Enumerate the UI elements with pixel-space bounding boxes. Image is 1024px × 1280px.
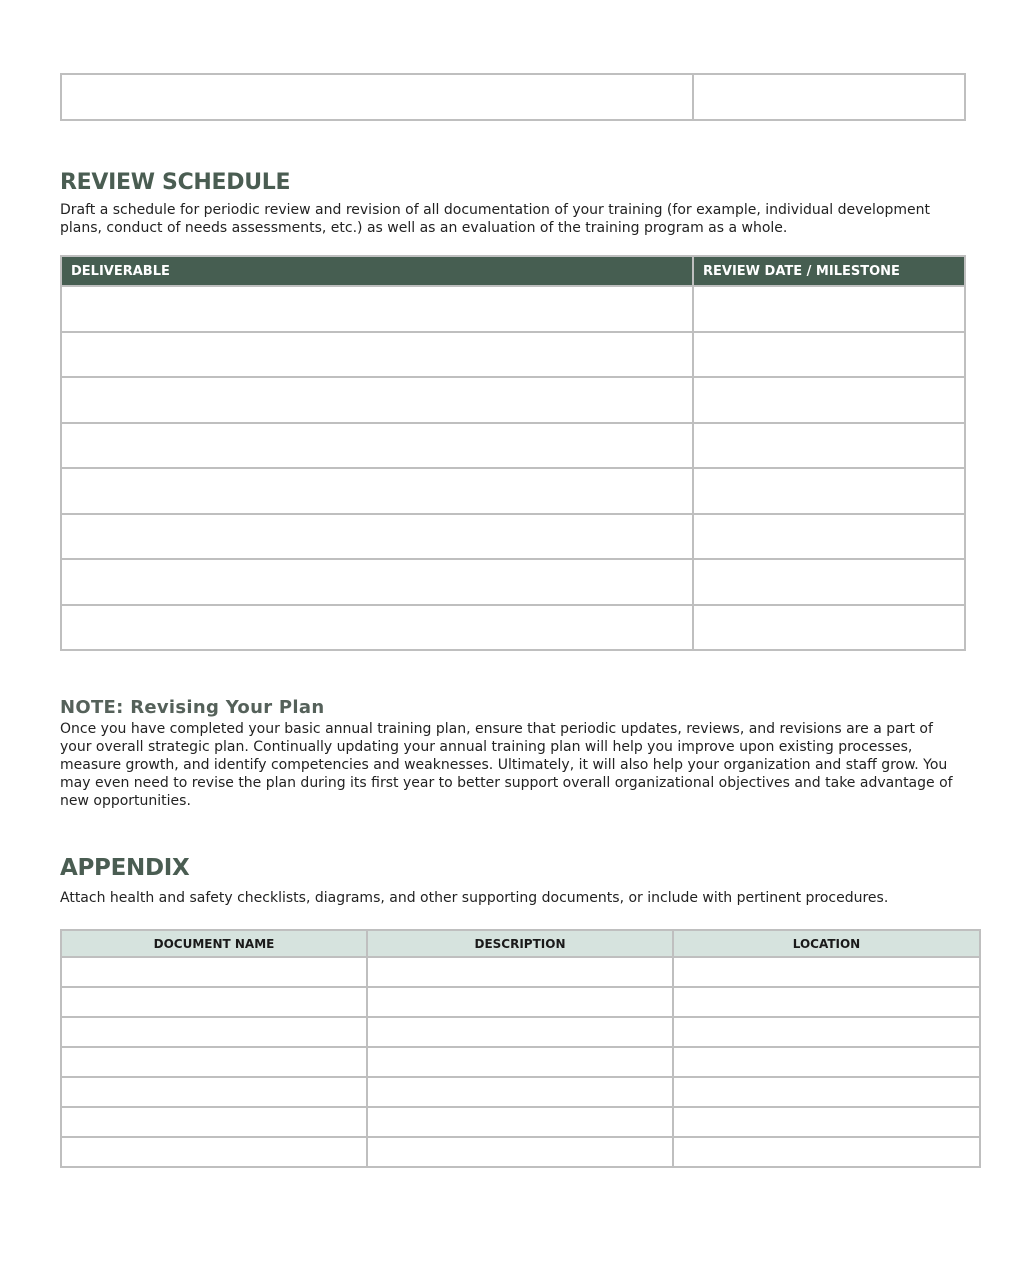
table-row — [61, 1047, 980, 1077]
table-cell[interactable] — [693, 423, 965, 469]
table-cell[interactable] — [673, 957, 980, 987]
header-deliverable: DELIVERABLE — [61, 256, 693, 286]
table-cell[interactable] — [693, 74, 965, 120]
header-review-date: REVIEW DATE / MILESTONE — [693, 256, 965, 286]
review-schedule-table — [60, 255, 966, 651]
table-cell[interactable] — [367, 1107, 673, 1137]
table-row — [61, 514, 965, 560]
table-cell[interactable] — [61, 377, 693, 423]
table-cell[interactable] — [61, 286, 693, 332]
table-cell[interactable] — [673, 1047, 980, 1077]
table-header-row — [61, 256, 965, 286]
table-row — [61, 1137, 980, 1167]
table-row — [61, 987, 980, 1017]
table-cell[interactable] — [61, 1047, 367, 1077]
note-body: Once you have completed your basic annual training plan, ensure that periodic updates, reviews, and revisions are a part of your overall strategic plan. Continually updating your annual training plan will help you improve upon existing processes, measure growth, and identify competencies and weaknesses. Ultimately, it will also help your organization and staff grow. You may even need to revise the plan during its first year to better support overall organizational objectives and take advantage of new opportunities. — [60, 721, 953, 809]
table-cell[interactable] — [61, 559, 693, 605]
table-cell[interactable] — [367, 1077, 673, 1107]
table-row — [61, 423, 965, 469]
table-cell[interactable] — [673, 1077, 980, 1107]
table-cell[interactable] — [61, 74, 693, 120]
appendix-intro: Attach health and safety checklists, diagrams, and other supporting documents, or include with pertinent procedures. — [60, 890, 889, 906]
table-cell[interactable] — [61, 423, 693, 469]
review-schedule-title: REVIEW SCHEDULE — [60, 170, 291, 195]
table-cell[interactable] — [693, 286, 965, 332]
table-cell[interactable] — [61, 332, 693, 378]
note-title: NOTE: Revising Your Plan — [60, 697, 325, 718]
table-row — [61, 332, 965, 378]
table-cell[interactable] — [61, 1137, 367, 1167]
table-cell[interactable] — [61, 1107, 367, 1137]
table-cell[interactable] — [693, 377, 965, 423]
table-cell[interactable] — [673, 1017, 980, 1047]
table-cell[interactable] — [673, 1107, 980, 1137]
top-table — [60, 73, 966, 121]
table-row — [61, 1077, 980, 1107]
table-cell[interactable] — [693, 605, 965, 651]
review-schedule-intro: Draft a schedule for periodic review and revision of all documentation of your training (for example, individual development plans, conduct of needs assessments, etc.) as well as an evaluation of the training program as a whole. — [60, 202, 931, 236]
table-header-row — [61, 930, 980, 957]
table-row — [61, 957, 980, 987]
header-document-name: DOCUMENT NAME — [61, 930, 367, 957]
table-cell[interactable] — [61, 987, 367, 1017]
table-cell[interactable] — [693, 332, 965, 378]
appendix-body — [61, 957, 980, 1167]
table-cell[interactable] — [61, 1017, 367, 1047]
table-cell[interactable] — [61, 957, 367, 987]
appendix-title: APPENDIX — [60, 855, 190, 881]
table-cell[interactable] — [673, 1137, 980, 1167]
review-schedule-body — [61, 286, 965, 650]
table-cell[interactable] — [61, 605, 693, 651]
table-row — [61, 605, 965, 651]
appendix-table — [60, 929, 981, 1168]
table-row — [61, 468, 965, 514]
table-cell[interactable] — [673, 987, 980, 1017]
table-cell[interactable] — [367, 957, 673, 987]
table-row — [61, 286, 965, 332]
table-row — [61, 74, 965, 120]
table-row — [61, 1017, 980, 1047]
table-row — [61, 1107, 980, 1137]
table-cell[interactable] — [61, 514, 693, 560]
table-cell[interactable] — [693, 514, 965, 560]
table-cell[interactable] — [61, 468, 693, 514]
header-description: DESCRIPTION — [367, 930, 673, 957]
table-row — [61, 559, 965, 605]
table-cell[interactable] — [693, 559, 965, 605]
table-cell[interactable] — [367, 987, 673, 1017]
table-cell[interactable] — [367, 1017, 673, 1047]
table-cell[interactable] — [61, 1077, 367, 1107]
table-cell[interactable] — [367, 1137, 673, 1167]
table-cell[interactable] — [367, 1047, 673, 1077]
header-location: LOCATION — [673, 930, 980, 957]
table-cell[interactable] — [693, 468, 965, 514]
table-row — [61, 377, 965, 423]
